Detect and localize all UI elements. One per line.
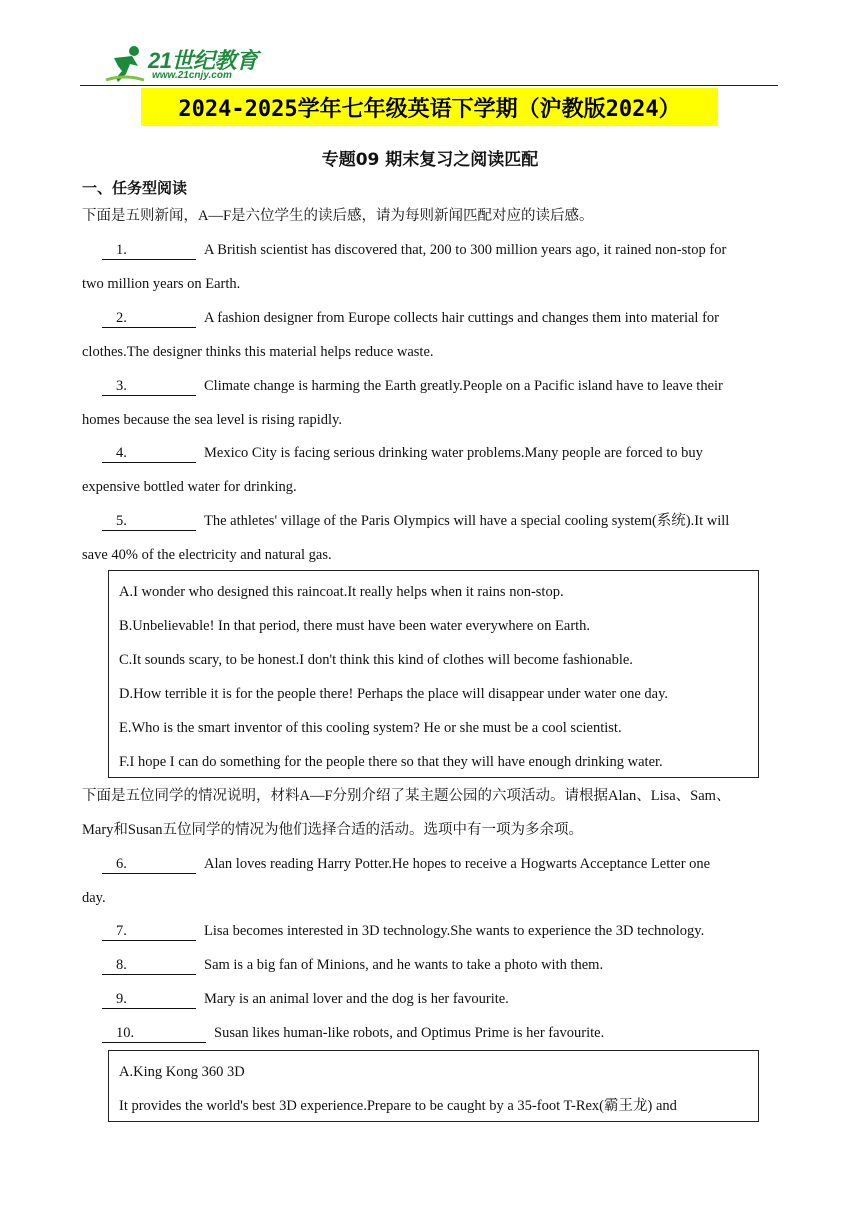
- question-8: 8. Sam is a big fan of Minions, and he wants to take a photo with them.: [82, 948, 782, 982]
- option-f: F.I hope I can do something for the people there so that they will have enough drinking water.: [119, 754, 663, 770]
- answer-blank-10[interactable]: 10.: [102, 1024, 206, 1043]
- option-c: C.It sounds scary, to be honest.I don't think this kind of clothes will become fashionable.: [119, 652, 633, 668]
- options-box-1: [108, 570, 759, 778]
- logo-url: www.21cnjy.com: [152, 70, 232, 81]
- runner-logo-icon: [104, 44, 148, 84]
- answer-blank-8[interactable]: 8.: [102, 956, 196, 975]
- header-rule: [80, 85, 778, 86]
- question-1: 1. A British scientist has discovered that, 200 to 300 million years ago, it rained non-stop for two million years on Earth.: [82, 242, 727, 292]
- option-e: E.Who is the smart inventor of this cooling system? He or she must be a cool scientist.: [119, 720, 622, 736]
- question-10: 10. Susan likes human-like robots, and Optimus Prime is her favourite.: [82, 1016, 782, 1050]
- answer-blank-2[interactable]: 2.: [102, 309, 196, 328]
- logo: [104, 44, 274, 84]
- part2-intro: 下面是五位同学的情况说明，材料A—F分别介绍了某主题公园的六项活动。请根据Alan、Lisa、Sam、 Mary和Susan五位同学的情况为他们选择合适的活动。选项中有一项为多余项。: [82, 788, 731, 838]
- title-banner: [141, 88, 718, 126]
- options-box-2: [108, 1050, 759, 1122]
- question-2: 2. A fashion designer from Europe collects hair cuttings and changes them into material for clothes.The designer thinks this material helps reduce waste.: [82, 310, 719, 360]
- answer-blank-5[interactable]: 5.: [102, 512, 196, 531]
- answer-blank-1[interactable]: 1.: [102, 241, 196, 260]
- question-6: 6. Alan loves reading Harry Potter.He hopes to receive a Hogwarts Acceptance Letter one day.: [82, 856, 711, 906]
- answer-blank-7[interactable]: 7.: [102, 922, 196, 941]
- option-b: B.Unbelievable! In that period, there must have been water everywhere on Earth.: [119, 618, 591, 634]
- section-heading: 一、任务型阅读: [82, 179, 188, 197]
- part1-intro: 下面是五则新闻，A—F是六位学生的读后感，请为每则新闻匹配对应的读后感。: [82, 208, 594, 224]
- answer-blank-6[interactable]: 6.: [102, 855, 196, 874]
- question-5: 5. The athletes' village of the Paris Olympics will have a special cooling system(系统).It will save 40% of the electricity and natural gas.: [82, 513, 730, 563]
- answer-blank-4[interactable]: 4.: [102, 444, 196, 463]
- question-7: 7. Lisa becomes interested in 3D technology.She wants to experience the 3D technology.: [82, 914, 782, 948]
- option-a-text: It provides the world's best 3D experience.Prepare to be caught by a 35-foot T-Rex(霸王龙) and: [119, 1098, 677, 1114]
- question-3: 3. Climate change is harming the Earth greatly.People on a Pacific island have to leave their homes because the sea level is rising rapidly.: [82, 378, 723, 428]
- question-4: 4. Mexico City is facing serious drinking water problems.Many people are forced to buy expensive bottled water for drinking.: [82, 445, 703, 495]
- answer-blank-3[interactable]: 3.: [102, 377, 196, 396]
- page-title: 2024-2025学年七年级英语下学期（沪教版2024）: [178, 96, 681, 122]
- subtitle: 专题09 期末复习之阅读匹配: [321, 150, 539, 170]
- logo-text: 21世纪教育: [148, 48, 258, 73]
- option-a-title: A.King Kong 360 3D: [119, 1064, 245, 1080]
- option-a: A.I wonder who designed this raincoat.It really helps when it rains non-stop.: [119, 584, 564, 600]
- option-d: D.How terrible it is for the people there! Perhaps the place will disappear under water one day.: [119, 686, 669, 702]
- question-9: 9. Mary is an animal lover and the dog is her favourite.: [82, 982, 782, 1016]
- answer-blank-9[interactable]: 9.: [102, 990, 196, 1009]
